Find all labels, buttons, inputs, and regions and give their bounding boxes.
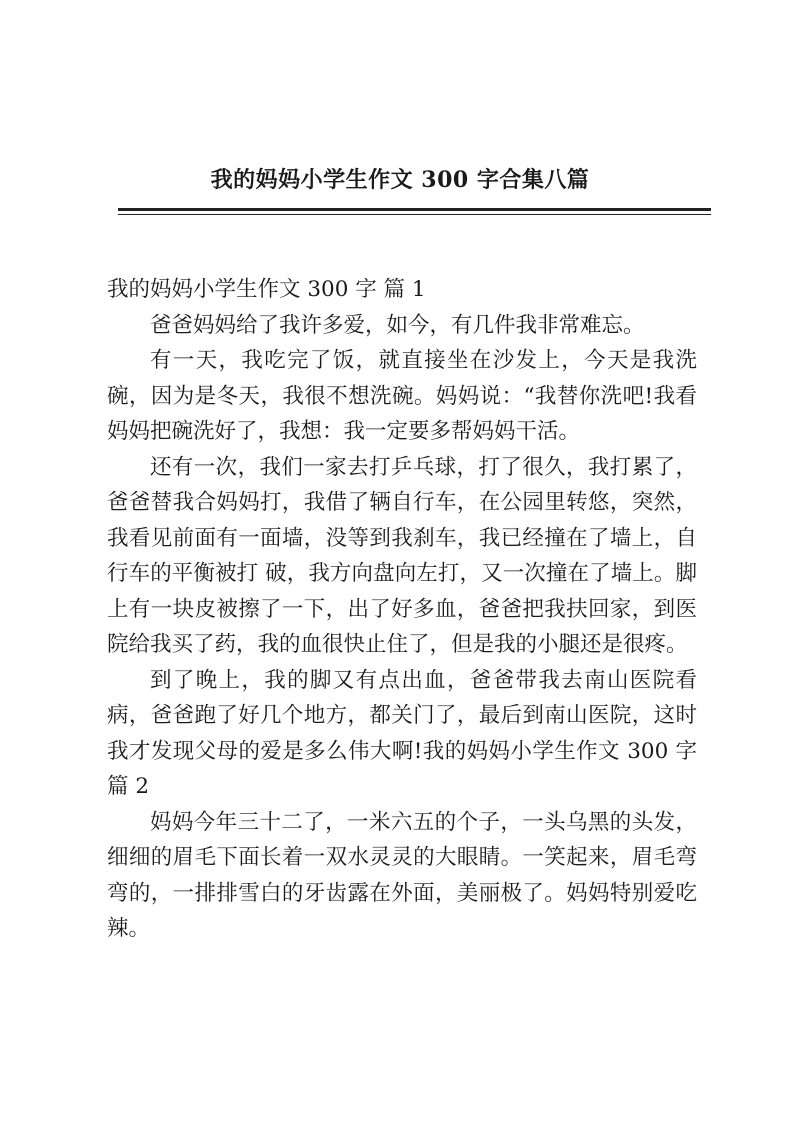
paragraph-4-text: 到了晚上，我的脚又有点出血，爸爸带我去南山医院看病，爸爸跑了好几个地方，都关门了，最后到南山医院，这时我才发现父母的爱是多么伟大啊! [107, 667, 697, 764]
title-divider-thick [118, 208, 711, 211]
title-divider-thin [118, 214, 711, 215]
paragraph-3: 还有一次，我们一家去打乒乓球，打了很久，我打累了，爸爸替我合妈妈打，我借了辆自行车，在公园里转悠，突然，我看见前面有一面墙，没等到我刹车，我已经撞在了墙上，自行车的平衡被打 破，我方向盘向左打，又一次撞在了墙上。脚上有一块皮被擦了一下，出了好多血，爸爸把我扶回家，到医院给我买了药，我的血很快止住了，但是我的小腿还是很疼。 [107, 454, 697, 657]
document-body [107, 272, 697, 947]
paragraph-1: 爸爸妈妈给了我许多爱，如今，有几件我非常难忘。 [150, 312, 645, 338]
paragraph-4 [107, 663, 697, 805]
section-heading-1: 我的妈妈小学生作文 300 字 篇 1 [107, 277, 426, 302]
section-heading-2: 我的妈妈小学生作文 300 字 篇 2 [107, 738, 697, 799]
paragraph-5: 妈妈今年三十二了，一米六五的个子，一头乌黑的头发，细细的眉毛下面长着一双水灵灵的大眼睛。一笑起来，眉毛弯弯的，一排排雪白的牙齿露在外面，美丽极了。妈妈特别爱吃辣。 [107, 809, 697, 941]
paragraph-2: 有一天，我吃完了饭，就直接坐在沙发上，今天是我洗碗，因为是冬天，我很不想洗碗。妈妈说：“我替你洗吧!我看妈妈把碗洗好了，我想：我一定要多帮妈妈干活。 [107, 348, 697, 444]
document-title: 我的妈妈小学生作文 300 字合集八篇 [210, 167, 590, 193]
